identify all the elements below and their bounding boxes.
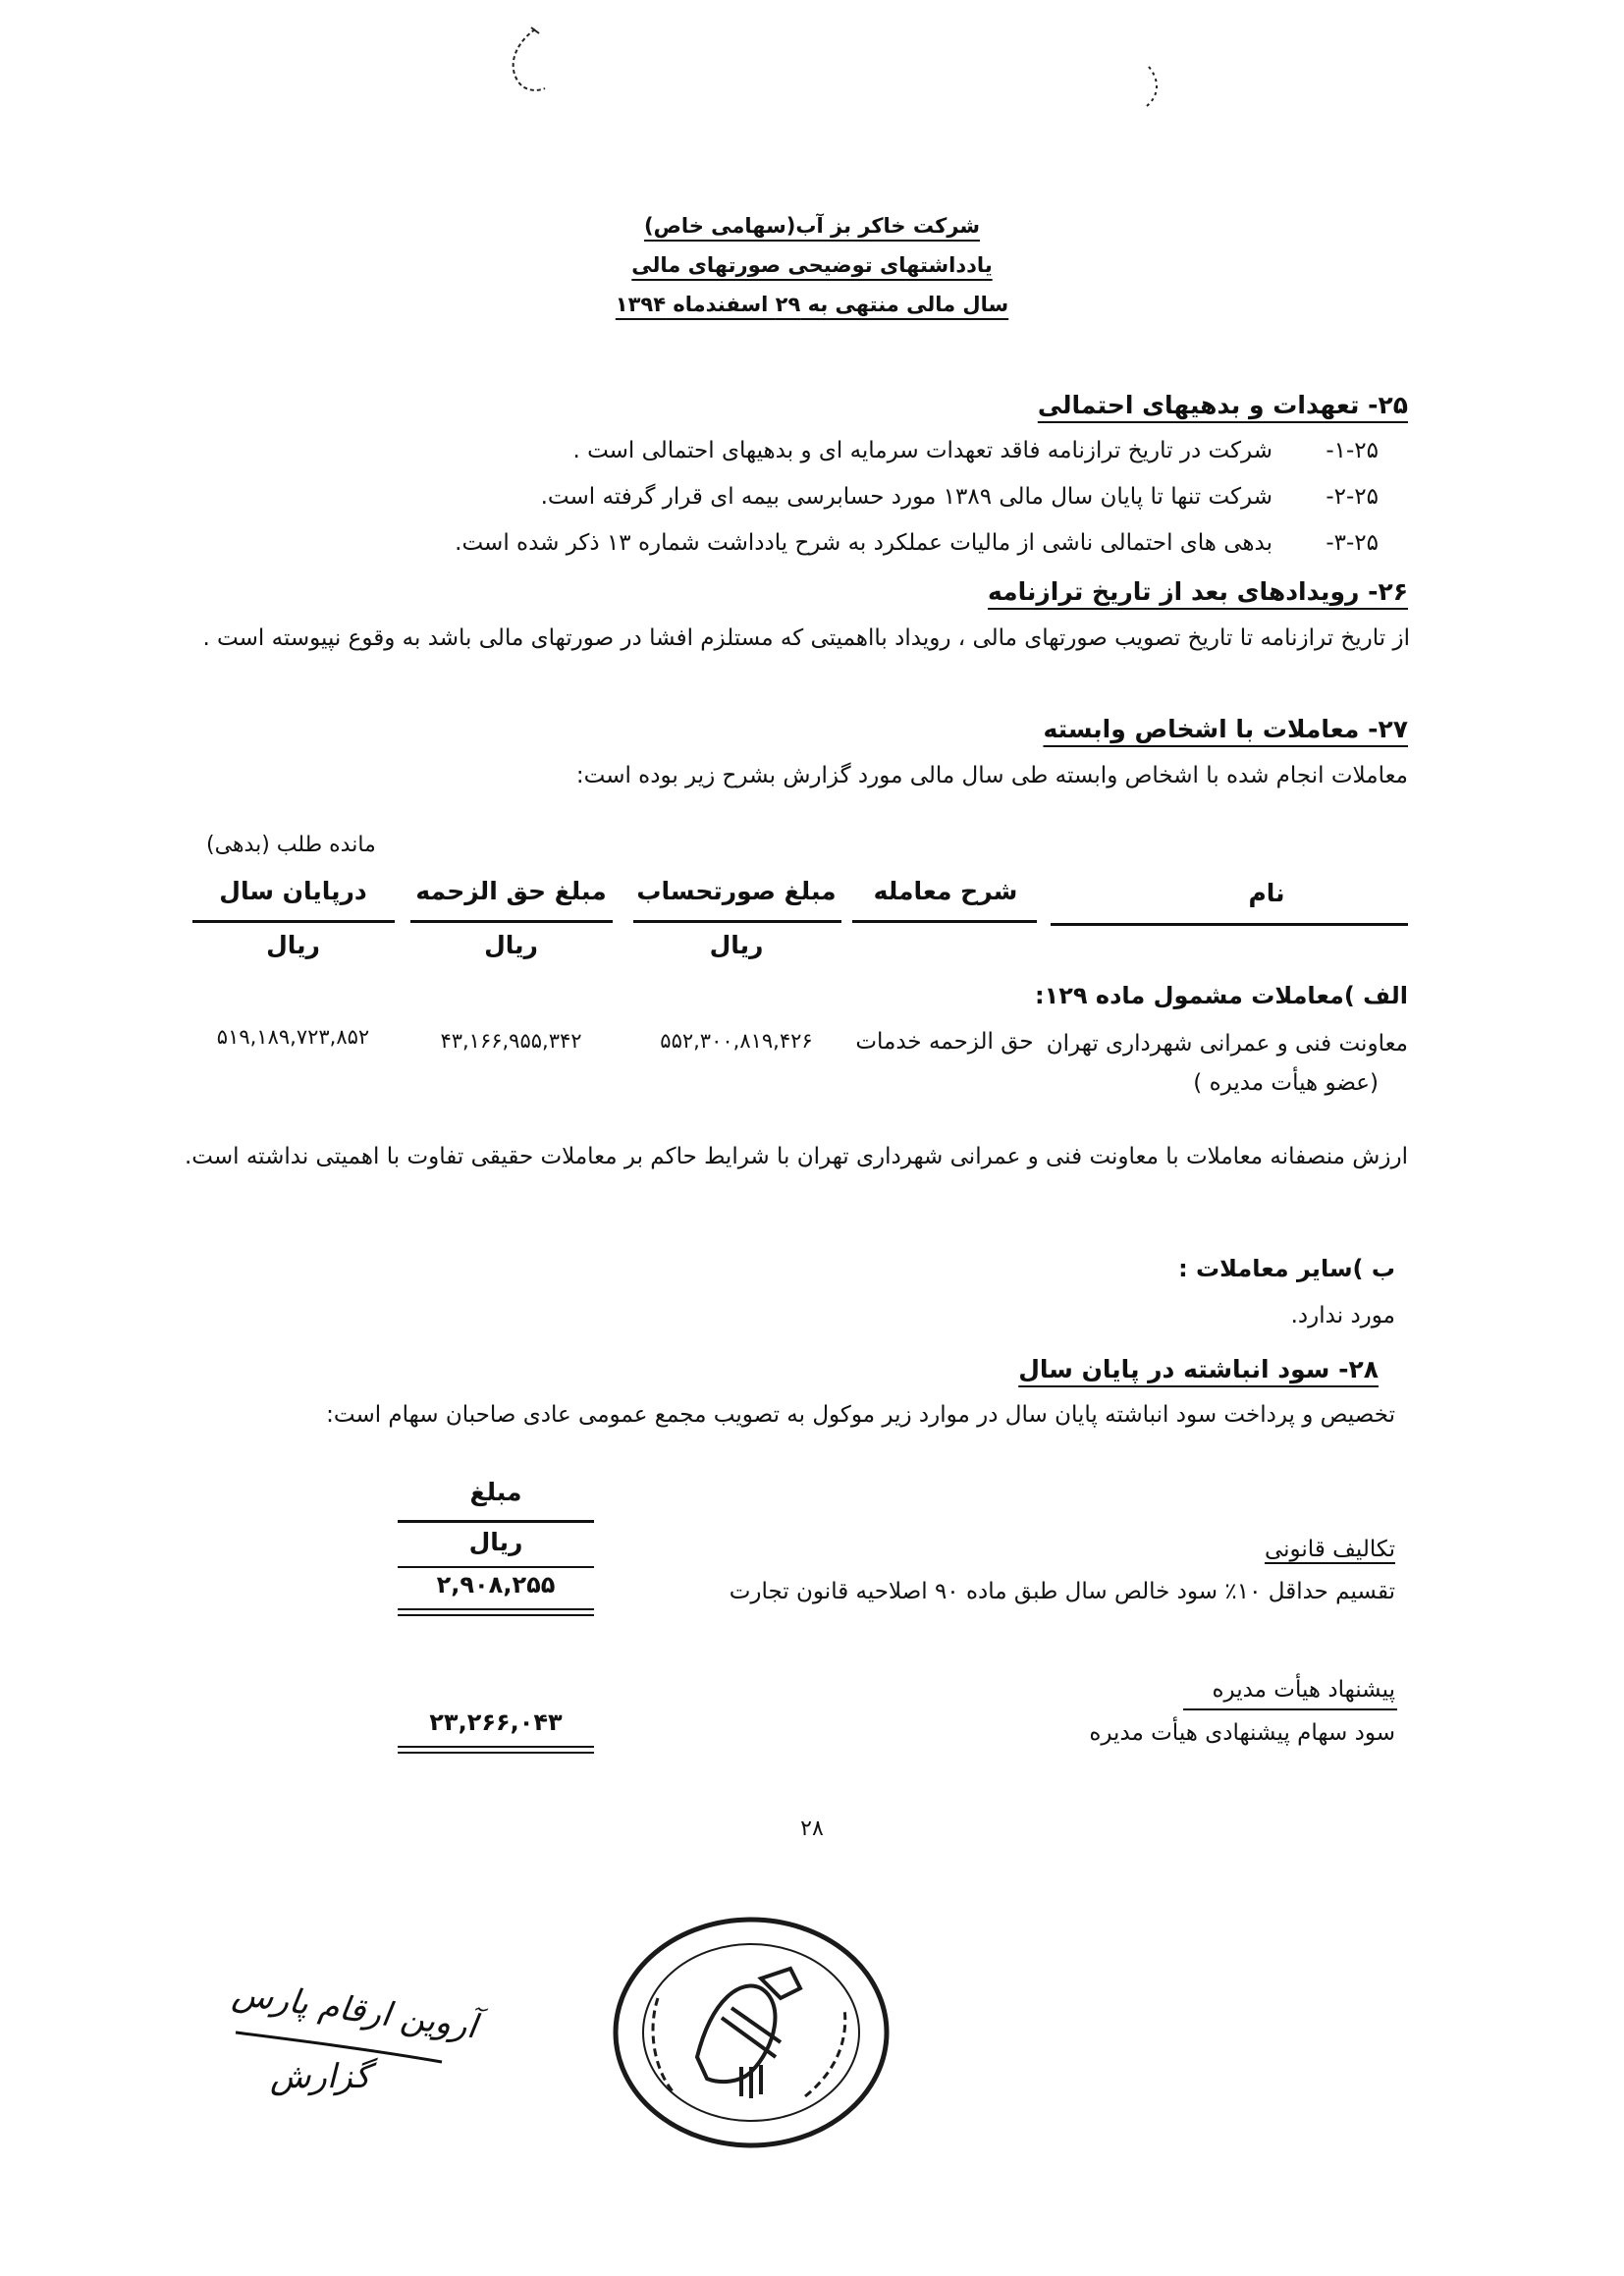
legal-heading: تکالیف قانونی — [1264, 1537, 1395, 1562]
amount-label: مبلغ — [469, 1478, 522, 1506]
row-description: حق الزحمه خدمات — [855, 1029, 1034, 1055]
unit-invoice: ریال — [709, 931, 764, 959]
amount-unit-rule — [398, 1566, 594, 1568]
balance-label: مانده طلب (بدهی) — [206, 833, 376, 857]
section-26-text: از تاریخ ترازنامه تا تاریخ تصویب صورتهای مالی ، رویداد بااهمیتی که مستلزم افشا در صورتهای مالی باشد به وقوع نپیوسته است . — [202, 625, 1410, 651]
column-name: نام — [1248, 879, 1285, 907]
signature-line-2: گزارش — [270, 2057, 371, 2096]
board-amount-rule — [398, 1746, 594, 1748]
statement-subtitle: یادداشتهای توضیحی صورتهای مالی — [631, 253, 993, 277]
section-28-title: ۲۸- سود انباشته در پایان سال — [1018, 1355, 1379, 1383]
legal-amount-rule — [398, 1608, 594, 1610]
legal-amount-rule — [398, 1614, 594, 1616]
row-fee-amount: ۴۳,۱۶۶,۹۵۵,۳۴۲ — [440, 1029, 582, 1053]
group-b-text: مورد ندارد. — [1290, 1303, 1395, 1328]
amount-unit: ریال — [468, 1528, 523, 1556]
board-amount-rule — [398, 1752, 594, 1754]
board-text: سود سهام پیشنهادی هیأت مدیره — [1089, 1720, 1395, 1746]
section-25-title: ۲۵- تعهدات و بدهیهای احتمالی — [1037, 391, 1408, 419]
board-amount: ۲۳,۲۶۶,۰۴۳ — [429, 1708, 563, 1736]
table-header-rule — [410, 920, 613, 923]
group-a-heading: الف )معاملات مشمول ماده ۱۲۹: — [1035, 982, 1408, 1009]
table-header-rule — [192, 920, 395, 923]
group-b-heading: ب )سایر معاملات : — [1178, 1255, 1395, 1282]
row-invoice-amount: ۵۵۲,۳۰۰,۸۱۹,۴۲۶ — [660, 1029, 813, 1053]
legal-text: تقسیم حداقل ۱۰٪ سود خالص سال طبق ماده ۹۰ اصلاحیه قانون تجارت — [729, 1579, 1395, 1604]
column-description: شرح معامله — [873, 877, 1018, 905]
section-27-intro: معاملات انجام شده با اشخاص وابسته طی سال مالی مورد گزارش بشرح زیر بوده است: — [575, 763, 1408, 788]
table-header-rule — [1051, 923, 1408, 926]
column-year-end: درپایان سال — [219, 877, 367, 905]
amount-header-rule — [398, 1520, 594, 1523]
unit-year-end: ریال — [266, 931, 320, 959]
scan-mark-icon — [496, 22, 565, 100]
scan-mark-icon — [1129, 59, 1178, 118]
column-invoice-amount: مبلغ صورتحساب — [636, 877, 837, 905]
section-26-title: ۲۶- رویدادهای بعد از تاریخ ترازنامه — [987, 577, 1408, 606]
legal-amount: ۲,۹۰۸,۲۵۵ — [436, 1571, 556, 1599]
row-name-note: (عضو هیأت مدیره ) — [1193, 1070, 1379, 1096]
board-heading: پیشنهاد هیأت مدیره — [1212, 1677, 1395, 1703]
official-seal-icon — [604, 1910, 898, 2155]
note-25-1-text: شرکت در تاریخ ترازنامه فاقد تعهدات سرمایه ای و بدهیهای احتمالی است . — [572, 438, 1272, 463]
company-name: شرکت خاکر بز آب(سهامی خاص) — [643, 214, 981, 238]
note-25-3-text: بدهی های احتمالی ناشی از مالیات عملکرد به شرح یادداشت شماره ۱۳ ذکر شده است. — [455, 530, 1272, 556]
table-header-rule — [852, 920, 1037, 923]
section-27-title: ۲۷- معاملات با اشخاص وابسته — [1043, 715, 1408, 743]
row-year-end: ۵۱۹,۱۸۹,۷۲۳,۸۵۲ — [216, 1025, 370, 1049]
fair-value-note: ارزش منصفانه معاملات با معاونت فنی و عمرانی شهرداری تهران با شرایط حاکم بر معاملات حقیقی تفاوت با اهمیتی نداشته است. — [184, 1144, 1408, 1169]
unit-fee: ریال — [484, 931, 538, 959]
row-name: معاونت فنی و عمرانی شهرداری تهران — [1046, 1031, 1408, 1057]
page-number: ۲۸ — [800, 1816, 824, 1841]
section-28-intro: تخصیص و پرداخت سود انباشته پایان سال در موارد زیر موکول به تصویب مجمع عمومی عادی صاحبان سهام است: — [326, 1402, 1395, 1428]
note-25-2-text: شرکت تنها تا پایان سال مالی ۱۳۸۹ مورد حسابرسی بیمه ای قرار گرفته است. — [540, 484, 1272, 510]
signature-line-1: آروین ارقام پارس — [230, 1974, 480, 2047]
note-25-3-number: ۳-۲۵- — [1326, 530, 1379, 556]
column-fee-amount: مبلغ حق الزحمه — [415, 877, 607, 905]
fiscal-period: سال مالی منتهی به ۲۹ اسفندماه ۱۳۹۴ — [615, 293, 1009, 316]
board-heading-rule — [1183, 1708, 1397, 1710]
note-25-2-number: ۲-۲۵- — [1326, 484, 1379, 510]
table-header-rule — [633, 920, 841, 923]
note-25-1-number: ۱-۲۵- — [1326, 438, 1379, 463]
signature-block — [231, 1974, 515, 2121]
